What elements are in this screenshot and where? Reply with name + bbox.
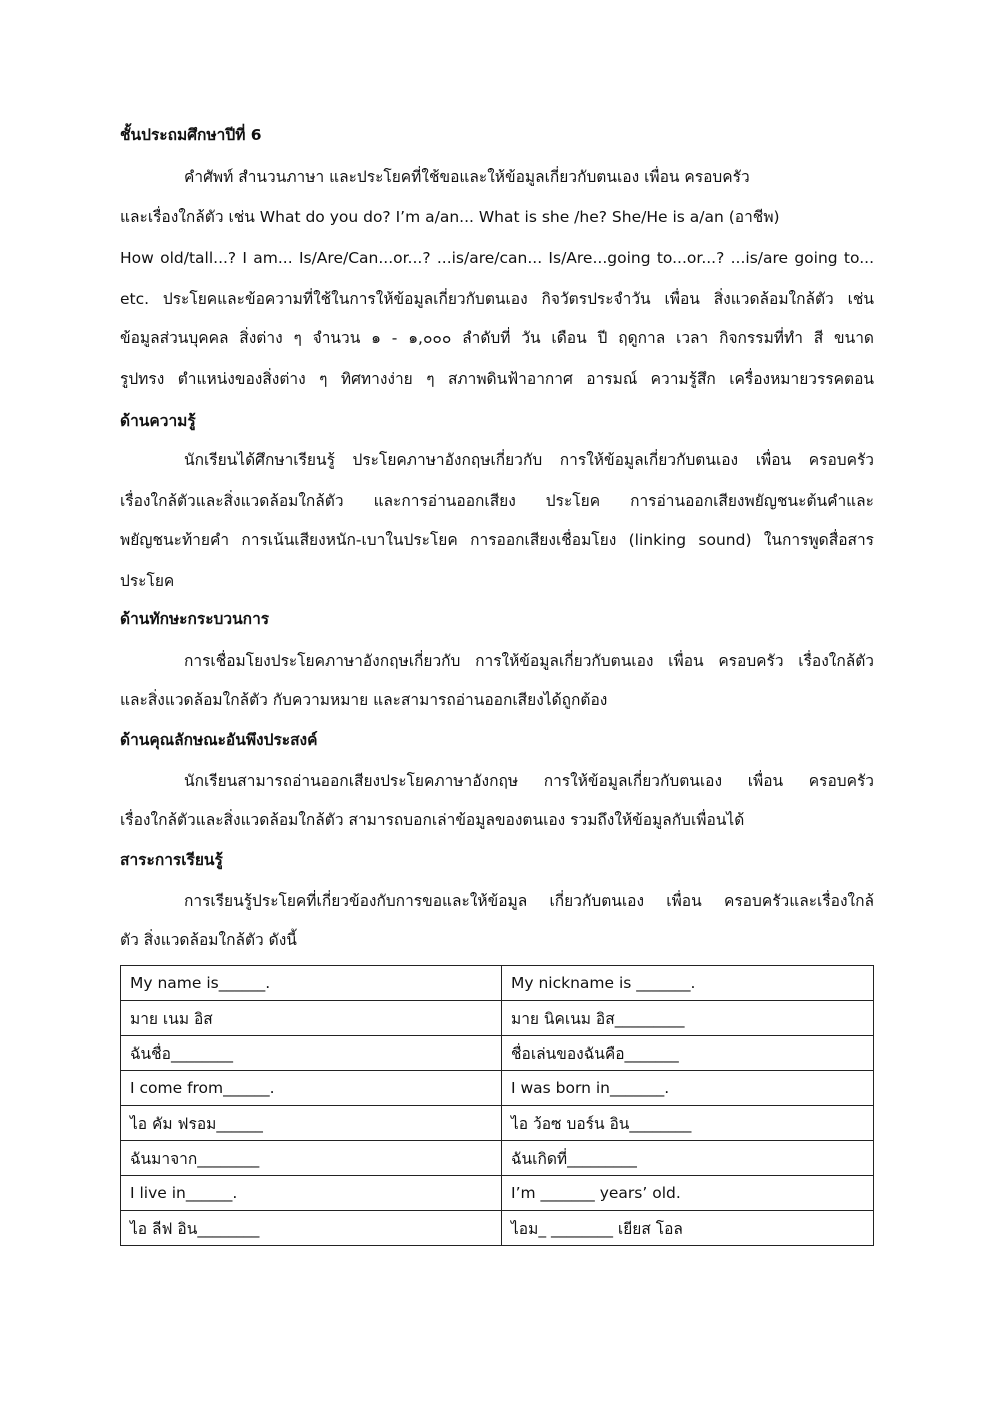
- table-cell-left: ไอ ลีฟ อิน________: [121, 1211, 502, 1246]
- knowledge-heading: ด้านความรู้: [120, 412, 196, 430]
- table-cell-left: มาย เนม อิส: [121, 1001, 502, 1036]
- table-cell-left: ฉันมาจาก________: [121, 1141, 502, 1176]
- table-row: [121, 1001, 874, 1036]
- table-cell-right: ฉันเกิดที่_________: [502, 1141, 874, 1176]
- intro-line-1: คำศัพท์ สำนวนภาษา และประโยคที่ใช้ขอและให้ข้อมูลเกี่ยวกับตนเอง เพื่อน ครอบครัว: [184, 168, 750, 186]
- process-skills-line-1: การเชื่อมโยงประโยคภาษาอังกฤษเกี่ยวกับ การให้ข้อมูลเกี่ยวกับตนเอง เพื่อน ครอบครัว เรื่องใกล้ตัว: [184, 652, 874, 670]
- table-cell-right: My nickname is _______.: [502, 966, 874, 1001]
- table-row: [121, 1141, 874, 1176]
- table-cell-right: ไอม_ ________ เยียส โอล: [502, 1211, 874, 1246]
- knowledge-line-3: พยัญชนะท้ายคำ การเน้นเสียงหนัก-เบาในประโยค การออกเสียงเชื่อมโยง (linking sound) ในการพูดสื่อสาร: [120, 531, 874, 549]
- table-row: [121, 1176, 874, 1211]
- table-cell-right: I’m _______ years’ old.: [502, 1176, 874, 1211]
- table-cell-left: ฉันชื่อ________: [121, 1036, 502, 1071]
- attributes-line-2: เรื่องใกล้ตัวและสิ่งแวดล้อมใกล้ตัว สามารถบอกเล่าข้อมูลของตนเอง รวมถึงให้ข้อมูลกับเพื่อนได้: [120, 811, 745, 829]
- table-cell-right: ไอ ว้อซ บอร์น อิน________: [502, 1106, 874, 1141]
- content-line-1: การเรียนรู้ประโยคที่เกี่ยวข้องกับการขอและให้ข้อมูล เกี่ยวกับตนเอง เพื่อน ครอบครัวและเรื่องใกล้: [184, 892, 874, 910]
- content-heading: สาระการเรียนรู้: [120, 851, 223, 869]
- intro-line-2: และเรื่องใกล้ตัว เช่น What do you do? I’m a/an... What is she /he? She/He is a/an (อาชีพ): [120, 208, 780, 226]
- table-cell-left: I come from______.: [121, 1071, 502, 1106]
- table-cell-right: I was born in_______.: [502, 1071, 874, 1106]
- process-skills-line-2: และสิ่งแวดล้อมใกล้ตัว กับความหมาย และสามารถอ่านออกเสียงได้ถูกต้อง: [120, 691, 608, 709]
- intro-line-3: How old/tall...? I am... Is/Are/Can...or...? ...is/are/can... Is/Are...going to...or...? ...is/are going to...: [120, 249, 874, 267]
- intro-line-5: ข้อมูลส่วนบุคคล สิ่งต่าง ๆ จำนวน ๑ - ๑,๐๐๐ ลำดับที่ วัน เดือน ปี ฤดูกาล เวลา กิจกรรมที่ทำ สี ขนาด: [120, 329, 874, 347]
- grade-heading: ชั้นประถมศึกษาปีที่ 6: [120, 126, 262, 144]
- table-row: [121, 966, 874, 1001]
- table-cell-left: I live in______.: [121, 1176, 502, 1211]
- content-line-2: ตัว สิ่งแวดล้อมใกล้ตัว ดังนี้: [120, 931, 297, 949]
- knowledge-line-1: นักเรียนได้ศึกษาเรียนรู้ ประโยคภาษาอังกฤษเกี่ยวกับ การให้ข้อมูลเกี่ยวกับตนเอง เพื่อน ครอบครัว: [184, 451, 874, 469]
- intro-line-6: รูปทรง ตำแหน่งของสิ่งต่าง ๆ ทิศทางง่าย ๆ สภาพดินฟ้าอากาศ อารมณ์ ความรู้สึก เครื่องหมายวรรคตอน: [120, 370, 874, 388]
- knowledge-line-2: เรื่องใกล้ตัวและสิ่งแวดล้อมใกล้ตัว และการอ่านออกเสียง ประโยค การอ่านออกเสียงพยัญชนะต้นคำและ: [120, 492, 874, 510]
- table-row: [121, 1071, 874, 1106]
- vocabulary-table: [120, 965, 874, 1246]
- attributes-line-1: นักเรียนสามารถอ่านออกเสียงประโยคภาษาอังกฤษ การให้ข้อมูลเกี่ยวกับตนเอง เพื่อน ครอบครัว: [184, 772, 874, 790]
- table-cell-right: ชื่อเล่นของฉันคือ_______: [502, 1036, 874, 1071]
- table-cell-left: My name is______.: [121, 966, 502, 1001]
- table-row: [121, 1036, 874, 1071]
- knowledge-line-4: ประโยค: [120, 572, 175, 590]
- table-row: [121, 1106, 874, 1141]
- attributes-heading: ด้านคุณลักษณะอันพึงประสงค์: [120, 731, 318, 749]
- process-skills-heading: ด้านทักษะกระบวนการ: [120, 610, 270, 628]
- table-cell-right: มาย นิคเนม อิส_________: [502, 1001, 874, 1036]
- table-cell-left: ไอ คัม ฟรอม______: [121, 1106, 502, 1141]
- table-row: [121, 1211, 874, 1246]
- intro-line-4: etc. ประโยคและข้อความที่ใช้ในการให้ข้อมูลเกี่ยวกับตนเอง กิจวัตรประจำวัน เพื่อน สิ่งแวดล้อมใกล้ตัว เช่น: [120, 290, 874, 308]
